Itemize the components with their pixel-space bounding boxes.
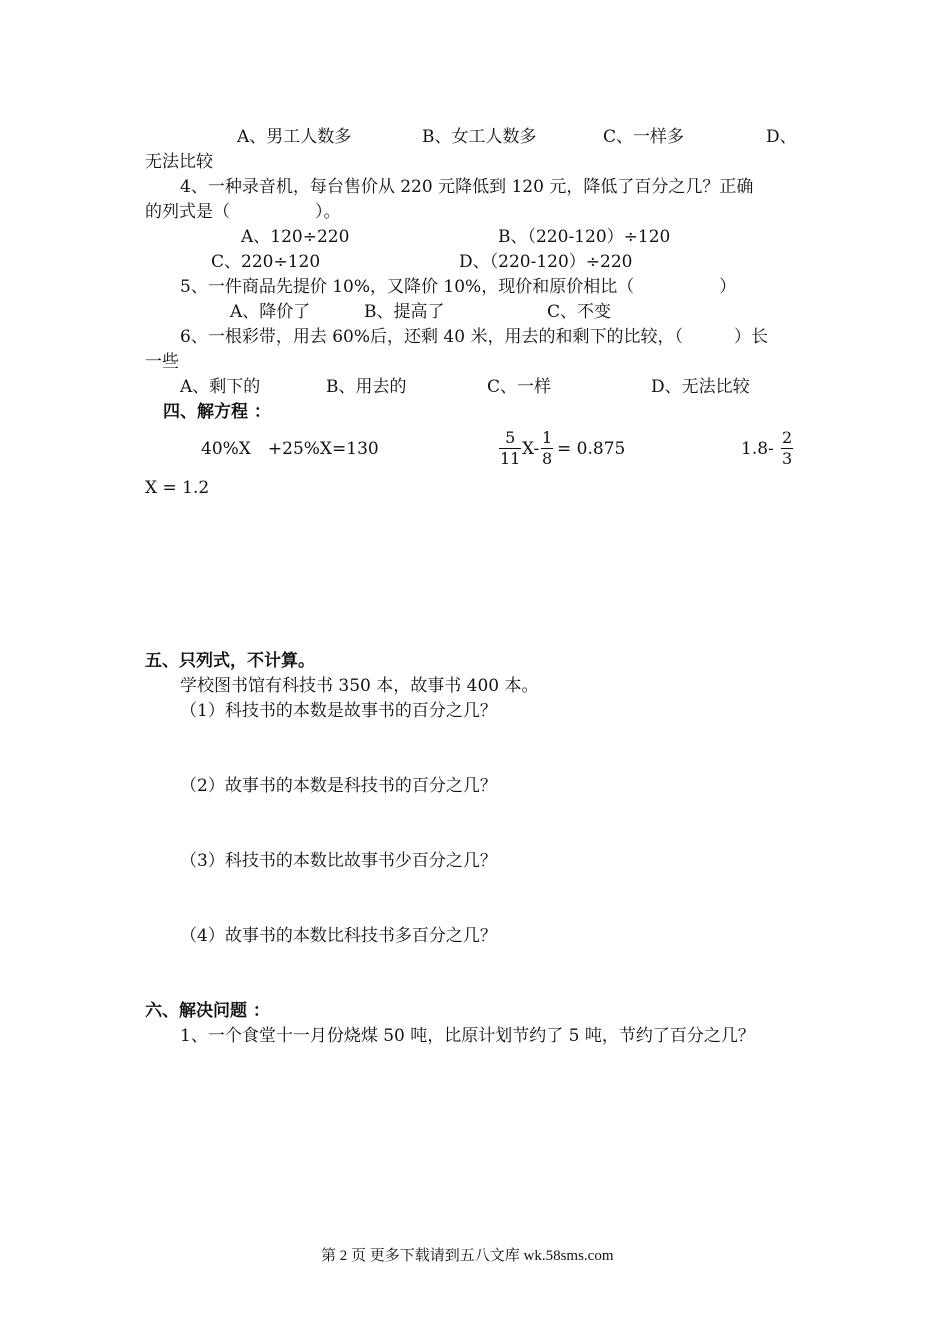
section6-question-1: 1、一个食堂十一月份烧煤 50 吨，比原计划节约了 5 吨，节约了百分之几？	[180, 1026, 755, 1046]
q4-option-c: C、220÷120	[211, 252, 321, 272]
fraction-numerator: 5	[505, 428, 516, 447]
q4-option-b: B、（220-120）÷120	[498, 227, 671, 247]
section5-heading: 五、只列式，不计算。	[145, 651, 315, 671]
equation-2-rhs: = 0.875	[557, 439, 626, 459]
q6-option-d: D、无法比较	[651, 377, 750, 397]
q6-option-a: A、剩下的	[180, 377, 261, 397]
equation-3-fraction	[781, 429, 793, 468]
q3-option-d-continued: 无法比较	[145, 152, 213, 172]
fraction-denominator: 3	[782, 449, 793, 468]
equation-2-fraction-1	[499, 429, 521, 468]
equation-3-prefix: 1.8-	[741, 439, 774, 459]
q6-option-b: B、用去的	[326, 377, 407, 397]
q5-option-b: B、提高了	[364, 302, 445, 322]
q4-option-d: D、（220-120）÷220	[459, 252, 633, 272]
q3-option-b: B、女工人数多	[422, 127, 537, 147]
section5-question-4: （4）故事书的本数比科技书多百分之几？	[180, 926, 497, 946]
section5-question-3: （3）科技书的本数比故事书少百分之几？	[180, 851, 497, 871]
q5-option-c: C、不变	[547, 302, 612, 322]
fraction-numerator: 2	[782, 428, 793, 447]
q5-stem: 5、一件商品先提价 10%，又降价 10%，现价和原价相比（ ）	[180, 277, 737, 297]
q3-option-a: A、男工人数多	[237, 127, 352, 147]
q5-option-a: A、降价了	[230, 302, 311, 322]
q3-option-d: D、	[766, 127, 797, 147]
equation-1: 40%X +25%X=130	[201, 439, 379, 459]
fraction-numerator: 1	[542, 428, 553, 447]
fraction-denominator: 11	[500, 449, 521, 468]
equation-2-middle: X-	[522, 439, 540, 459]
section5-question-2: （2）故事书的本数是科技书的百分之几？	[180, 776, 497, 796]
equation-1-answer: X = 1.2	[145, 478, 210, 498]
q4-stem-line1: 4、一种录音机，每台售价从 220 元降低到 120 元，降低了百分之几？正确	[180, 177, 754, 197]
section5-question-1: （1）科技书的本数是故事书的百分之几？	[180, 701, 497, 721]
fraction-denominator: 8	[542, 449, 553, 468]
q6-option-c: C、一样	[487, 377, 552, 397]
section5-intro: 学校图书馆有科技书 350 本，故事书 400 本。	[180, 676, 539, 696]
q6-stem-line1: 6、一根彩带，用去 60%后，还剩 40 米，用去的和剩下的比较，（ ）长	[180, 327, 768, 347]
q4-option-a: A、120÷220	[241, 227, 350, 247]
q6-stem-line2: 一些	[145, 352, 179, 372]
section4-heading: 四、解方程 ：	[163, 402, 271, 422]
page-footer: 第 2 页 更多下载请到五八文库 wk.58sms.com	[321, 1248, 614, 1264]
q4-stem-line2: 的列式是（ ）。	[145, 202, 341, 222]
q3-option-c: C、一样多	[603, 127, 685, 147]
section6-heading: 六、解决问题 ：	[145, 1001, 270, 1021]
equation-2-fraction-2	[541, 429, 553, 468]
